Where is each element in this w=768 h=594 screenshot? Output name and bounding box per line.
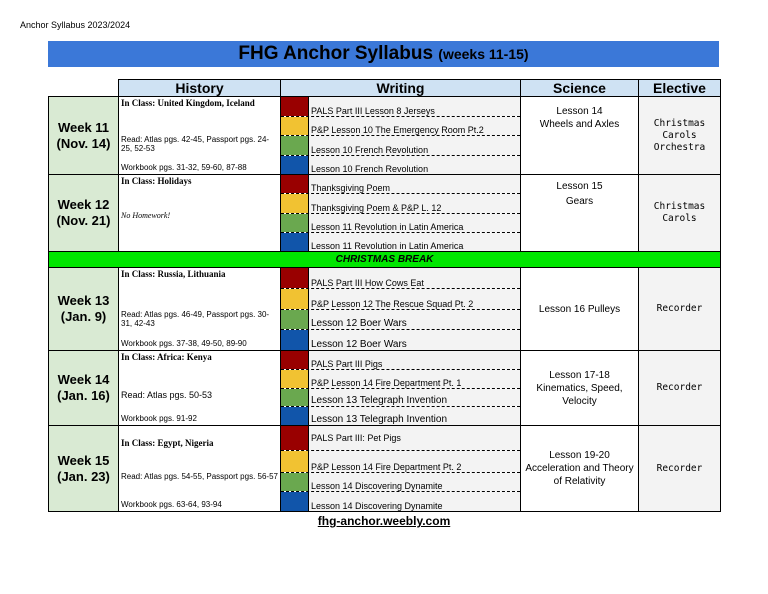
writing-cell <box>281 268 521 351</box>
writing-row: Thanksgiving Poem <box>281 175 520 194</box>
history-cell <box>119 268 281 351</box>
header-elective: Elective <box>639 80 721 97</box>
color-swatch-red <box>281 175 309 193</box>
break-label: CHRISTMAS BREAK <box>49 252 721 268</box>
writing-row: Lesson 13 Telegraph Invention <box>281 407 520 425</box>
writing-row: Lesson 10 French Revolution <box>281 136 520 156</box>
history-in-class: In Class: Holidays <box>121 176 192 186</box>
writing-row: PALS Part III How Cows Eat <box>281 268 520 289</box>
writing-row: PALS Part III Pigs <box>281 351 520 370</box>
week-label: Week 13 (Jan. 9) <box>49 268 119 351</box>
color-swatch-green <box>281 310 309 330</box>
color-swatch-red <box>281 351 309 369</box>
writing-row: Thanksgiving Poem & P&P L. 12 <box>281 194 520 213</box>
title-main: FHG Anchor Syllabus <box>238 43 434 64</box>
writing-row: PALS Part III Lesson 8 Jerseys <box>281 97 520 117</box>
history-workbook: Workbook pgs. 63-64, 93-94 <box>121 500 222 509</box>
color-swatch-yellow <box>281 289 309 309</box>
writing-row: Lesson 10 French Revolution <box>281 156 520 175</box>
science-cell: Lesson 14 Wheels and Axles <box>521 97 639 175</box>
week-label: Week 14 (Jan. 16) <box>49 351 119 426</box>
color-swatch-blue <box>281 233 309 251</box>
writing-cell <box>281 97 521 175</box>
week-row <box>49 268 721 351</box>
color-swatch-red <box>281 426 309 450</box>
history-read: Read: Atlas pgs. 42-45, Passport pgs. 24-25, 52-53 <box>121 135 270 153</box>
writing-row: Lesson 12 Boer Wars <box>281 310 520 331</box>
history-read: Read: Atlas pgs. 46-49, Passport pgs. 30-31, 42-43 <box>121 310 270 328</box>
title-bar <box>48 41 719 67</box>
break-row <box>49 252 721 268</box>
color-swatch-red <box>281 97 309 116</box>
writing-cell <box>281 351 521 426</box>
writing-row: Lesson 11 Revolution in Latin America <box>281 233 520 251</box>
science-cell: Lesson 16 Pulleys <box>521 268 639 351</box>
elective-cell: Recorder <box>639 351 721 426</box>
history-cell <box>119 175 281 252</box>
title-sub: (weeks 11-15) <box>438 46 529 62</box>
week-row <box>49 351 721 426</box>
history-cell <box>119 351 281 426</box>
color-swatch-green <box>281 473 309 492</box>
history-in-class: In Class: United Kingdom, Iceland <box>121 98 255 108</box>
week-label: Week 11 (Nov. 14) <box>49 97 119 175</box>
writing-cell <box>281 175 521 252</box>
week-row <box>49 426 721 512</box>
header-history: History <box>119 80 281 97</box>
writing-row: Lesson 11 Revolution in Latin America <box>281 214 520 233</box>
writing-row: P&P Lesson 12 The Rescue Squad Pt. 2 <box>281 289 520 310</box>
document-header: Anchor Syllabus 2023/2024 <box>20 20 131 30</box>
header-science: Science <box>521 80 639 97</box>
color-swatch-yellow <box>281 194 309 212</box>
writing-row: P&P Lesson 14 Fire Department Pt. 1 <box>281 370 520 389</box>
color-swatch-green <box>281 389 309 407</box>
science-cell: Lesson 19-20 Acceleration and Theory of Relativity <box>521 426 639 512</box>
writing-row: Lesson 12 Boer Wars <box>281 330 520 350</box>
writing-row: Lesson 13 Telegraph Invention <box>281 389 520 408</box>
color-swatch-green <box>281 214 309 232</box>
elective-cell: Christmas Carols Orchestra <box>639 97 721 175</box>
elective-cell: Recorder <box>639 268 721 351</box>
writing-row: P&P Lesson 10 The Emergency Room Pt.2 <box>281 117 520 137</box>
color-swatch-yellow <box>281 451 309 472</box>
week-row <box>49 97 721 175</box>
color-swatch-yellow <box>281 117 309 136</box>
header-blank <box>49 80 119 97</box>
color-swatch-blue <box>281 330 309 350</box>
history-cell <box>119 97 281 175</box>
history-workbook: Workbook pgs. 31-32, 59-60, 87-88 <box>121 163 247 172</box>
history-workbook: Workbook pgs. 37-38, 49-50, 89-90 <box>121 339 247 348</box>
writing-row: PALS Part III: Pet Pigs <box>281 426 520 451</box>
week-label: Week 12 (Nov. 21) <box>49 175 119 252</box>
writing-row: Lesson 14 Discovering Dynamite <box>281 473 520 493</box>
color-swatch-red <box>281 268 309 288</box>
color-swatch-yellow <box>281 370 309 388</box>
history-read: Read: Atlas pgs. 54-55, Passport pgs. 56-57 <box>121 472 278 481</box>
week-row <box>49 175 721 252</box>
history-in-class: In Class: Russia, Lithuania <box>121 269 226 279</box>
writing-row: P&P Lesson 14 Fire Department Pt. 2 <box>281 451 520 473</box>
history-read: Read: Atlas pgs. 50-53 <box>121 390 213 400</box>
elective-cell: Christmas Carols <box>639 175 721 252</box>
color-swatch-blue <box>281 156 309 175</box>
history-workbook: Workbook pgs. 91-92 <box>121 414 197 423</box>
history-cell <box>119 426 281 512</box>
header-writing: Writing <box>281 80 521 97</box>
color-swatch-blue <box>281 492 309 511</box>
history-homework: No Homework! <box>121 211 171 220</box>
history-in-class: In Class: Africa: Kenya <box>121 352 212 362</box>
writing-cell <box>281 426 521 512</box>
color-swatch-green <box>281 136 309 155</box>
syllabus-table <box>48 79 721 512</box>
writing-row: Lesson 14 Discovering Dynamite <box>281 492 520 511</box>
science-cell: Lesson 17-18 Kinematics, Speed, Velocity <box>521 351 639 426</box>
history-in-class: In Class: Egypt, Nigeria <box>121 438 214 448</box>
week-label: Week 15 (Jan. 23) <box>49 426 119 512</box>
elective-cell: Recorder <box>639 426 721 512</box>
science-cell: Lesson 15 Gears <box>521 175 639 252</box>
header-row <box>49 80 721 97</box>
footer-link[interactable]: fhg-anchor.weebly.com <box>317 514 451 528</box>
color-swatch-blue <box>281 407 309 425</box>
